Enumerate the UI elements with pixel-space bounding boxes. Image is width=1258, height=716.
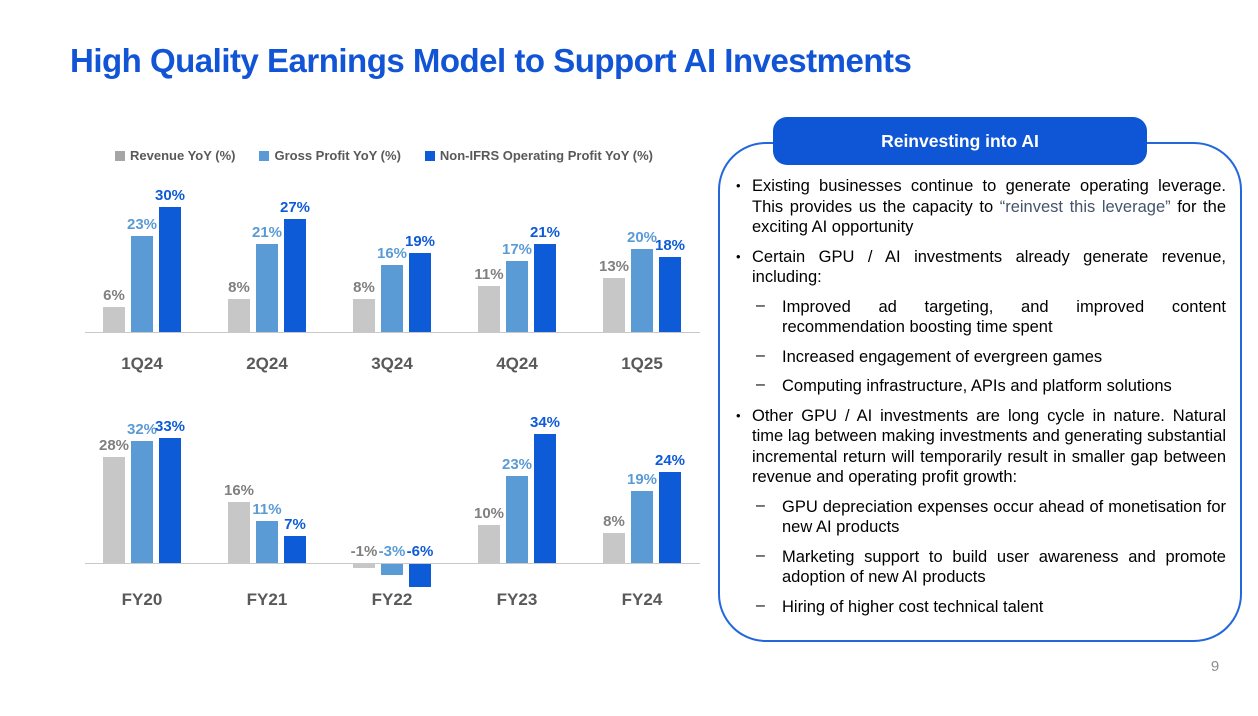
bar-1Q25-series0 xyxy=(603,278,625,332)
bar-value-label: 28% xyxy=(98,437,130,454)
bar-1Q24-series0 xyxy=(103,307,125,332)
bar-value-label: 20% xyxy=(626,229,658,246)
bar-value-label: 30% xyxy=(154,187,186,204)
bullet-text: Hiring of higher cost technical talent xyxy=(782,597,1044,616)
fiscal-year-bar-chart xyxy=(85,414,700,635)
bar-FY22-series2 xyxy=(409,564,431,587)
bullet-text: Computing infrastructure, APIs and platform solutions xyxy=(782,377,1172,395)
category-label: 1Q24 xyxy=(121,354,163,373)
sub-bullet-item xyxy=(736,547,1226,588)
bullet-text: Other GPU / AI investments are long cycle in nature. Natural time lag between making investments and generating substantial incremental return will temporarily result in smaller gap between revenue and operating profit growth: xyxy=(752,406,1226,486)
bullet-text: Certain GPU / AI investments already generate revenue, including: xyxy=(752,247,1226,286)
page-number: 9 xyxy=(1210,658,1220,675)
x-axis-line xyxy=(85,563,700,564)
bar-2Q24-series2 xyxy=(284,219,306,332)
bar-3Q24-series2 xyxy=(409,253,431,332)
bar-value-label: 8% xyxy=(353,279,375,296)
bar-value-label: 16% xyxy=(376,245,408,262)
quarterly-bar-chart xyxy=(85,187,700,375)
bar-value-label: 34% xyxy=(529,414,561,431)
panel-title-pill: Reinvesting into AI xyxy=(773,117,1147,165)
bullet-dash-icon: – xyxy=(756,346,765,364)
bullet-dot-icon: • xyxy=(736,407,741,423)
highlighted-phrase: “reinvest this leverage” xyxy=(999,197,1171,216)
bar-FY23-series1 xyxy=(506,476,528,563)
sub-bullet-item xyxy=(736,497,1226,538)
bar-2Q24-series1 xyxy=(256,244,278,332)
bar-4Q24-series0 xyxy=(478,286,500,332)
bar-3Q24-series0 xyxy=(353,299,375,332)
category-label: FY21 xyxy=(246,590,288,609)
category-label: FY20 xyxy=(121,590,163,609)
bullet-dash-icon: – xyxy=(756,296,765,314)
bar-FY23-series0 xyxy=(478,525,500,563)
bullet-text: Increased engagement of evergreen games xyxy=(782,347,1103,366)
bar-value-label: 23% xyxy=(126,216,158,233)
bullet-dash-icon: – xyxy=(756,546,765,564)
gross-profit-swatch-icon xyxy=(259,151,269,161)
legend-label-revenue: Revenue YoY (%) xyxy=(130,148,236,163)
sub-bullet-item xyxy=(736,297,1226,338)
revenue-swatch-icon xyxy=(115,151,125,161)
sub-bullet-item xyxy=(736,347,1226,368)
bar-4Q24-series2 xyxy=(534,244,556,332)
bullet-item xyxy=(736,176,1226,238)
bar-value-label: 6% xyxy=(103,287,125,304)
bar-value-label: 32% xyxy=(126,421,158,438)
bar-FY23-series2 xyxy=(534,434,556,563)
x-axis-line xyxy=(85,332,700,333)
bullet-text: Improved ad targeting, and improved content recommendation boosting time spent xyxy=(782,297,1226,336)
bar-1Q24-series2 xyxy=(159,207,181,332)
bar-FY20-series1 xyxy=(131,441,153,563)
bullet-dot-icon: • xyxy=(736,248,741,264)
bar-value-label: 23% xyxy=(501,456,533,473)
bar-value-label: 18% xyxy=(654,237,686,254)
bar-FY20-series2 xyxy=(159,438,181,563)
legend-label-operating-profit: Non-IFRS Operating Profit YoY (%) xyxy=(439,148,653,163)
category-label: 3Q24 xyxy=(371,354,413,373)
bullet-dash-icon: – xyxy=(756,596,765,614)
bar-FY24-series0 xyxy=(603,533,625,563)
operating-profit-swatch-icon xyxy=(425,151,435,161)
bar-value-label: 17% xyxy=(501,241,533,258)
sub-bullet-item xyxy=(736,597,1226,618)
legend-item-revenue xyxy=(115,148,235,163)
bar-value-label: 21% xyxy=(251,224,283,241)
bar-value-label: 13% xyxy=(598,258,630,275)
bar-value-label: 7% xyxy=(284,516,306,533)
sub-bullet-item xyxy=(736,376,1226,397)
bar-value-label: -3% xyxy=(378,543,406,560)
bullet-item xyxy=(736,247,1226,288)
bar-1Q25-series1 xyxy=(631,249,653,332)
bullet-item xyxy=(736,406,1226,488)
bar-value-label: -6% xyxy=(406,543,434,560)
bar-value-label: 16% xyxy=(223,482,255,499)
bar-value-label: 21% xyxy=(529,224,561,241)
bar-FY22-series0 xyxy=(353,564,375,568)
bullet-text: Marketing support to build user awareness and promote adoption of new AI products xyxy=(782,547,1226,586)
bullet-dot-icon: • xyxy=(736,178,741,193)
bar-value-label: 8% xyxy=(228,279,250,296)
category-label: 4Q24 xyxy=(496,354,538,373)
bar-value-label: 27% xyxy=(279,199,311,216)
bar-1Q24-series1 xyxy=(131,236,153,332)
bar-FY24-series2 xyxy=(659,472,681,563)
category-label: FY22 xyxy=(371,590,413,609)
category-label: FY24 xyxy=(621,590,663,609)
panel-bullet-list xyxy=(736,176,1226,626)
category-label: FY23 xyxy=(496,590,538,609)
bar-2Q24-series0 xyxy=(228,299,250,332)
page-title: High Quality Earnings Model to Support AI Investments xyxy=(70,42,912,79)
bar-value-label: -1% xyxy=(350,543,378,560)
category-label: 1Q25 xyxy=(621,354,663,373)
bar-FY20-series0 xyxy=(103,457,125,563)
bullet-text: GPU depreciation expenses occur ahead of monetisation for new AI products xyxy=(782,497,1226,536)
bullet-text: Existing businesses continue to generate operating leverage. This provides us the capacity to “reinvest this leverage” for the exciting AI opportunity xyxy=(752,177,1226,236)
bar-value-label: 11% xyxy=(252,501,282,518)
bar-FY21-series2 xyxy=(284,536,306,563)
bar-FY22-series1 xyxy=(381,564,403,575)
bar-value-label: 10% xyxy=(473,505,505,522)
bar-3Q24-series1 xyxy=(381,265,403,332)
bar-value-label: 24% xyxy=(654,452,686,469)
bar-1Q25-series2 xyxy=(659,257,681,332)
legend-item-operating-profit xyxy=(425,148,653,163)
bullet-dash-icon: – xyxy=(756,496,765,514)
chart-legend xyxy=(115,148,653,163)
bar-value-label: 11% xyxy=(474,266,504,283)
category-label: 2Q24 xyxy=(246,354,288,373)
bar-value-label: 33% xyxy=(154,418,186,435)
bar-value-label: 19% xyxy=(626,471,658,488)
bar-value-label: 19% xyxy=(404,233,436,250)
legend-label-gross-profit: Gross Profit YoY (%) xyxy=(274,148,401,163)
legend-item-gross-profit xyxy=(259,148,400,163)
bar-value-label: 8% xyxy=(603,513,625,530)
bullet-dash-icon: – xyxy=(756,376,765,393)
bar-FY24-series1 xyxy=(631,491,653,563)
bar-4Q24-series1 xyxy=(506,261,528,332)
